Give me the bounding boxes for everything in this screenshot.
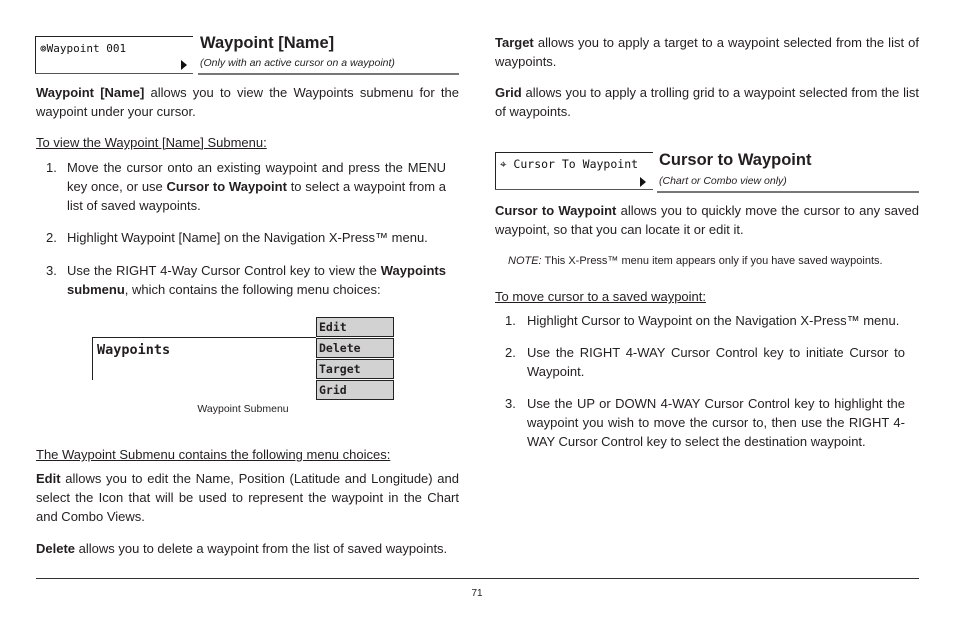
waypoint-name-intro: Waypoint [Name] allows you to view the Waypoints submenu for the waypoint under your cursor. — [36, 85, 459, 119]
submenu-title: Waypoints — [97, 342, 171, 358]
submenu-item-delete: Delete — [316, 338, 394, 358]
waypoint-name-subtitle: (Only with an active cursor on a waypoint) — [200, 57, 395, 69]
crosshair-icon: ⌖ — [500, 157, 507, 171]
list-item: 2. Use the RIGHT 4-WAY Cursor Control key to initiate Cursor to Waypoint. — [505, 345, 905, 379]
list-item: 1. Move the cursor onto an existing waypoint and press the MENU key once, or use Cursor to Waypoint to select a waypoint from a list of saved waypoints. — [46, 160, 447, 213]
list-item: 3. Use the UP or DOWN 4-WAY Cursor Control key to highlight the waypoint you wish to move the cursor to, then use the RIGHT 4-WAY Cursor Control key to select the destination waypoint. — [505, 396, 905, 449]
right-arrow-icon — [640, 177, 646, 187]
saved-waypoints-note: NOTE: This X-Press™ menu item appears only if you have saved waypoints. — [508, 255, 883, 267]
submenu-item-edit: Edit — [316, 317, 394, 337]
waypoint-name-title-rule — [198, 73, 459, 75]
cursor-to-waypoint-lcd-label: ⌖ Cursor To Waypoint — [500, 157, 639, 171]
submenu-title-box — [92, 337, 316, 380]
grid-description: Grid allows you to apply a trolling grid to a waypoint selected from the list of waypoints. — [495, 85, 919, 119]
waypoint-lcd-bottom-rule — [35, 73, 193, 74]
edit-description: Edit allows you to edit the Name, Position (Latitude and Longitude) and select the Icon that will be used to represent the waypoint in the Chart and Combo Views. — [36, 471, 459, 524]
delete-description: Delete allows you to delete a waypoint from the list of saved waypoints. — [36, 541, 448, 556]
cursor-to-waypoint-subtitle: (Chart or Combo view only) — [659, 175, 787, 187]
waypoint-icon: ⊚ — [40, 42, 47, 55]
cursor-to-waypoint-title: Cursor to Waypoint — [659, 151, 812, 169]
submenu-item-target: Target — [316, 359, 394, 379]
waypoint-lcd-thumbnail — [35, 36, 193, 74]
list-item: 3. Use the RIGHT 4-Way Cursor Control key to view the Waypoints submenu, which contains the following menu choices: — [46, 263, 446, 297]
list-item: 1. Highlight Cursor to Waypoint on the Navigation X-Press™ menu. — [505, 313, 900, 328]
cursor-to-waypoint-lcd-thumbnail — [495, 152, 653, 190]
list-item: 2. Highlight Waypoint [Name] on the Navigation X-Press™ menu. — [46, 230, 428, 245]
page-number: 71 — [471, 588, 483, 599]
cursor-to-waypoint-intro: Cursor to Waypoint allows you to quickly move the cursor to any saved waypoint, so that you can locate it or edit it. — [495, 203, 919, 237]
submenu-choices-heading: The Waypoint Submenu contains the following menu choices: — [36, 447, 391, 462]
right-arrow-icon — [181, 60, 187, 70]
footer-rule — [36, 578, 919, 579]
submenu-caption: Waypoint Submenu — [197, 403, 289, 415]
target-description: Target allows you to apply a target to a waypoint selected from the list of waypoints. — [495, 35, 919, 69]
waypoint-name-title: Waypoint [Name] — [200, 34, 335, 52]
view-submenu-heading: To view the Waypoint [Name] Submenu: — [36, 135, 267, 150]
waypoint-lcd-label: ⊚Waypoint 001 — [40, 42, 127, 55]
cursor-lcd-bottom-rule — [495, 189, 653, 190]
submenu-item-grid: Grid — [316, 380, 394, 400]
cursor-to-waypoint-title-rule — [657, 191, 919, 193]
move-cursor-heading: To move cursor to a saved waypoint: — [495, 289, 706, 304]
